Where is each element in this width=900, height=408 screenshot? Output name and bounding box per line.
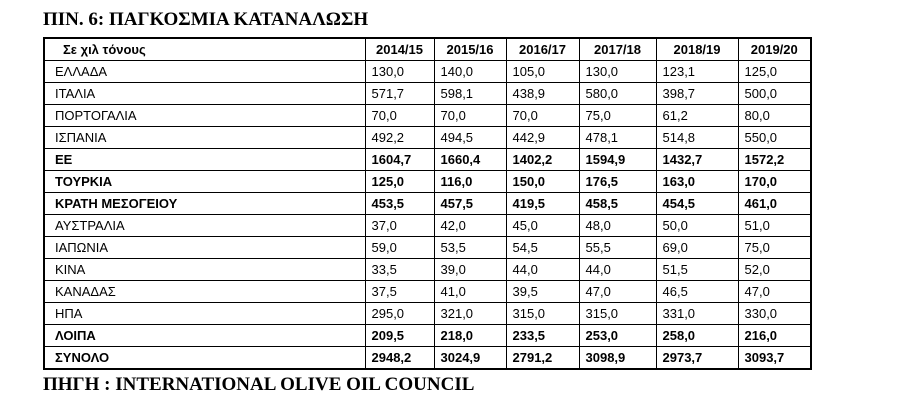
- table-row: [44, 193, 811, 215]
- table-cell: 514,8: [656, 127, 738, 149]
- table-cell: 461,0: [738, 193, 811, 215]
- table-cell: 457,5: [434, 193, 506, 215]
- table-cell: 550,0: [738, 127, 811, 149]
- table-cell: 458,5: [579, 193, 656, 215]
- table-cell: 321,0: [434, 303, 506, 325]
- table-cell: 3098,9: [579, 347, 656, 370]
- table-row: [44, 215, 811, 237]
- table-cell: 47,0: [579, 281, 656, 303]
- table-row: [44, 347, 811, 370]
- table-cell: 70,0: [434, 105, 506, 127]
- row-label: ΗΠΑ: [44, 303, 365, 325]
- table-cell: 478,1: [579, 127, 656, 149]
- table-body: [44, 61, 811, 370]
- table-cell: 3093,7: [738, 347, 811, 370]
- table-cell: 163,0: [656, 171, 738, 193]
- table-cell: 331,0: [656, 303, 738, 325]
- table-cell: 1432,7: [656, 149, 738, 171]
- table-cell: 598,1: [434, 83, 506, 105]
- table-cell: 37,0: [365, 215, 434, 237]
- table-cell: 1572,2: [738, 149, 811, 171]
- table-cell: 125,0: [365, 171, 434, 193]
- row-label: ΣΥΝΟΛΟ: [44, 347, 365, 370]
- table-cell: 61,2: [656, 105, 738, 127]
- table-cell: 258,0: [656, 325, 738, 347]
- column-header: 2015/16: [434, 38, 506, 61]
- table-cell: 70,0: [506, 105, 579, 127]
- table-row: [44, 105, 811, 127]
- table-title: ΠΙΝ. 6: ΠΑΓΚΟΣΜΙΑ ΚΑΤΑΝΑΛΩΣΗ: [43, 9, 369, 30]
- row-label: ΚΡΑΤΗ ΜΕΣΟΓΕΙΟΥ: [44, 193, 365, 215]
- table-cell: 46,5: [656, 281, 738, 303]
- table-cell: 176,5: [579, 171, 656, 193]
- table-cell: 42,0: [434, 215, 506, 237]
- table-cell: 2948,2: [365, 347, 434, 370]
- table-cell: 50,0: [656, 215, 738, 237]
- table-cell: 398,7: [656, 83, 738, 105]
- column-header: 2017/18: [579, 38, 656, 61]
- table-cell: 170,0: [738, 171, 811, 193]
- row-label: ΙΤΑΛΙΑ: [44, 83, 365, 105]
- table-cell: 315,0: [579, 303, 656, 325]
- table-row: [44, 61, 811, 83]
- table-cell: 438,9: [506, 83, 579, 105]
- table-cell: 2973,7: [656, 347, 738, 370]
- table-cell: 2791,2: [506, 347, 579, 370]
- table-row: [44, 303, 811, 325]
- table-cell: 150,0: [506, 171, 579, 193]
- table-cell: 130,0: [365, 61, 434, 83]
- table-cell: 330,0: [738, 303, 811, 325]
- table-cell: 3024,9: [434, 347, 506, 370]
- table-cell: 54,5: [506, 237, 579, 259]
- row-label: ΙΑΠΩΝΙΑ: [44, 237, 365, 259]
- table-cell: 1402,2: [506, 149, 579, 171]
- table-cell: 419,5: [506, 193, 579, 215]
- table-cell: 51,0: [738, 215, 811, 237]
- table-row: [44, 259, 811, 281]
- table-cell: 454,5: [656, 193, 738, 215]
- table-row: [44, 83, 811, 105]
- row-label: ΙΣΠΑΝΙΑ: [44, 127, 365, 149]
- table-cell: 315,0: [506, 303, 579, 325]
- table-cell: 41,0: [434, 281, 506, 303]
- table-cell: 580,0: [579, 83, 656, 105]
- column-header: 2018/19: [656, 38, 738, 61]
- table-row: [44, 127, 811, 149]
- table-cell: 44,0: [579, 259, 656, 281]
- table-row: [44, 281, 811, 303]
- table-cell: 70,0: [365, 105, 434, 127]
- table-cell: 55,5: [579, 237, 656, 259]
- row-label: ΤΟΥΡΚΙΑ: [44, 171, 365, 193]
- table-cell: 1604,7: [365, 149, 434, 171]
- row-label: ΛΟΙΠΑ: [44, 325, 365, 347]
- header-row: [44, 38, 811, 61]
- table-cell: 1660,4: [434, 149, 506, 171]
- table-cell: 123,1: [656, 61, 738, 83]
- table-cell: 39,5: [506, 281, 579, 303]
- table-cell: 233,5: [506, 325, 579, 347]
- table-cell: 33,5: [365, 259, 434, 281]
- table-cell: 48,0: [579, 215, 656, 237]
- row-label: ΕΕ: [44, 149, 365, 171]
- table-cell: 116,0: [434, 171, 506, 193]
- table-cell: 37,5: [365, 281, 434, 303]
- row-label: ΕΛΛΑΔΑ: [44, 61, 365, 83]
- column-header: 2016/17: [506, 38, 579, 61]
- source-note: ΠΗΓΗ : INTERNATIONAL OLIVE OIL COUNCIL: [43, 374, 475, 395]
- table-cell: 295,0: [365, 303, 434, 325]
- table-cell: 53,5: [434, 237, 506, 259]
- table-cell: 216,0: [738, 325, 811, 347]
- table-cell: 442,9: [506, 127, 579, 149]
- table-cell: 52,0: [738, 259, 811, 281]
- row-label: ΠΟΡΤΟΓΑΛΙΑ: [44, 105, 365, 127]
- table-cell: 253,0: [579, 325, 656, 347]
- table-cell: 500,0: [738, 83, 811, 105]
- row-label: ΚΙΝΑ: [44, 259, 365, 281]
- table-cell: 125,0: [738, 61, 811, 83]
- table-cell: 59,0: [365, 237, 434, 259]
- table-cell: 209,5: [365, 325, 434, 347]
- table-cell: 75,0: [738, 237, 811, 259]
- table-row: [44, 237, 811, 259]
- table-cell: 140,0: [434, 61, 506, 83]
- table-cell: 494,5: [434, 127, 506, 149]
- consumption-table: [43, 37, 812, 370]
- table-cell: 571,7: [365, 83, 434, 105]
- table-cell: 105,0: [506, 61, 579, 83]
- table-cell: 1594,9: [579, 149, 656, 171]
- column-header: 2014/15: [365, 38, 434, 61]
- table-cell: 44,0: [506, 259, 579, 281]
- row-label: ΑΥΣΤΡΑΛΙΑ: [44, 215, 365, 237]
- table-row: [44, 171, 811, 193]
- table-cell: 218,0: [434, 325, 506, 347]
- column-header: 2019/20: [738, 38, 811, 61]
- table-cell: 130,0: [579, 61, 656, 83]
- table-row: [44, 149, 811, 171]
- table-cell: 492,2: [365, 127, 434, 149]
- table-cell: 51,5: [656, 259, 738, 281]
- table-cell: 45,0: [506, 215, 579, 237]
- row-label: ΚΑΝΑΔΑΣ: [44, 281, 365, 303]
- table-cell: 80,0: [738, 105, 811, 127]
- table-cell: 47,0: [738, 281, 811, 303]
- table-cell: 39,0: [434, 259, 506, 281]
- table-cell: 75,0: [579, 105, 656, 127]
- unit-header: Σε χιλ τόνους: [44, 38, 365, 61]
- table-row: [44, 325, 811, 347]
- table-cell: 453,5: [365, 193, 434, 215]
- table-cell: 69,0: [656, 237, 738, 259]
